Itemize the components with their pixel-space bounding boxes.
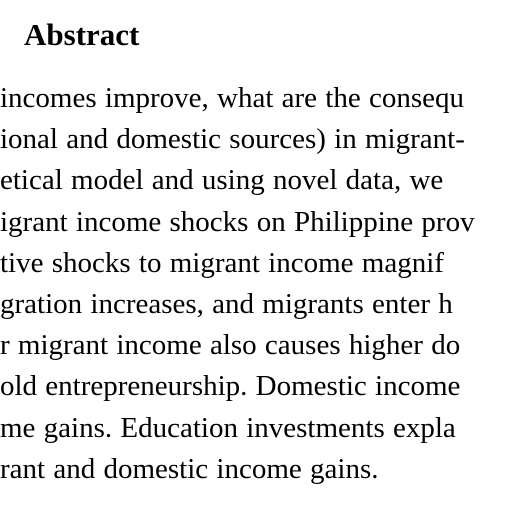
abstract-line: igrant income shocks on Philippine prov <box>0 205 475 238</box>
abstract-line: etical model and using novel data, we <box>0 164 444 197</box>
abstract-body <box>0 78 520 490</box>
abstract-line: me gains. Education investments expla <box>0 411 456 444</box>
abstract-line: gration increases, and migrants enter h <box>0 288 453 321</box>
abstract-line: incomes improve, what are the consequ <box>0 82 465 114</box>
abstract-line: old entrepreneurship. Domestic income <box>0 370 461 403</box>
abstract-heading: Abstract <box>24 17 140 52</box>
abstract-line: rant and domestic income gains. <box>0 452 379 485</box>
abstract-line: tive shocks to migrant income magnif <box>0 246 444 279</box>
abstract-line: ional and domestic sources) in migrant- <box>0 123 465 156</box>
abstract-line: r migrant income also causes higher do <box>0 329 461 362</box>
